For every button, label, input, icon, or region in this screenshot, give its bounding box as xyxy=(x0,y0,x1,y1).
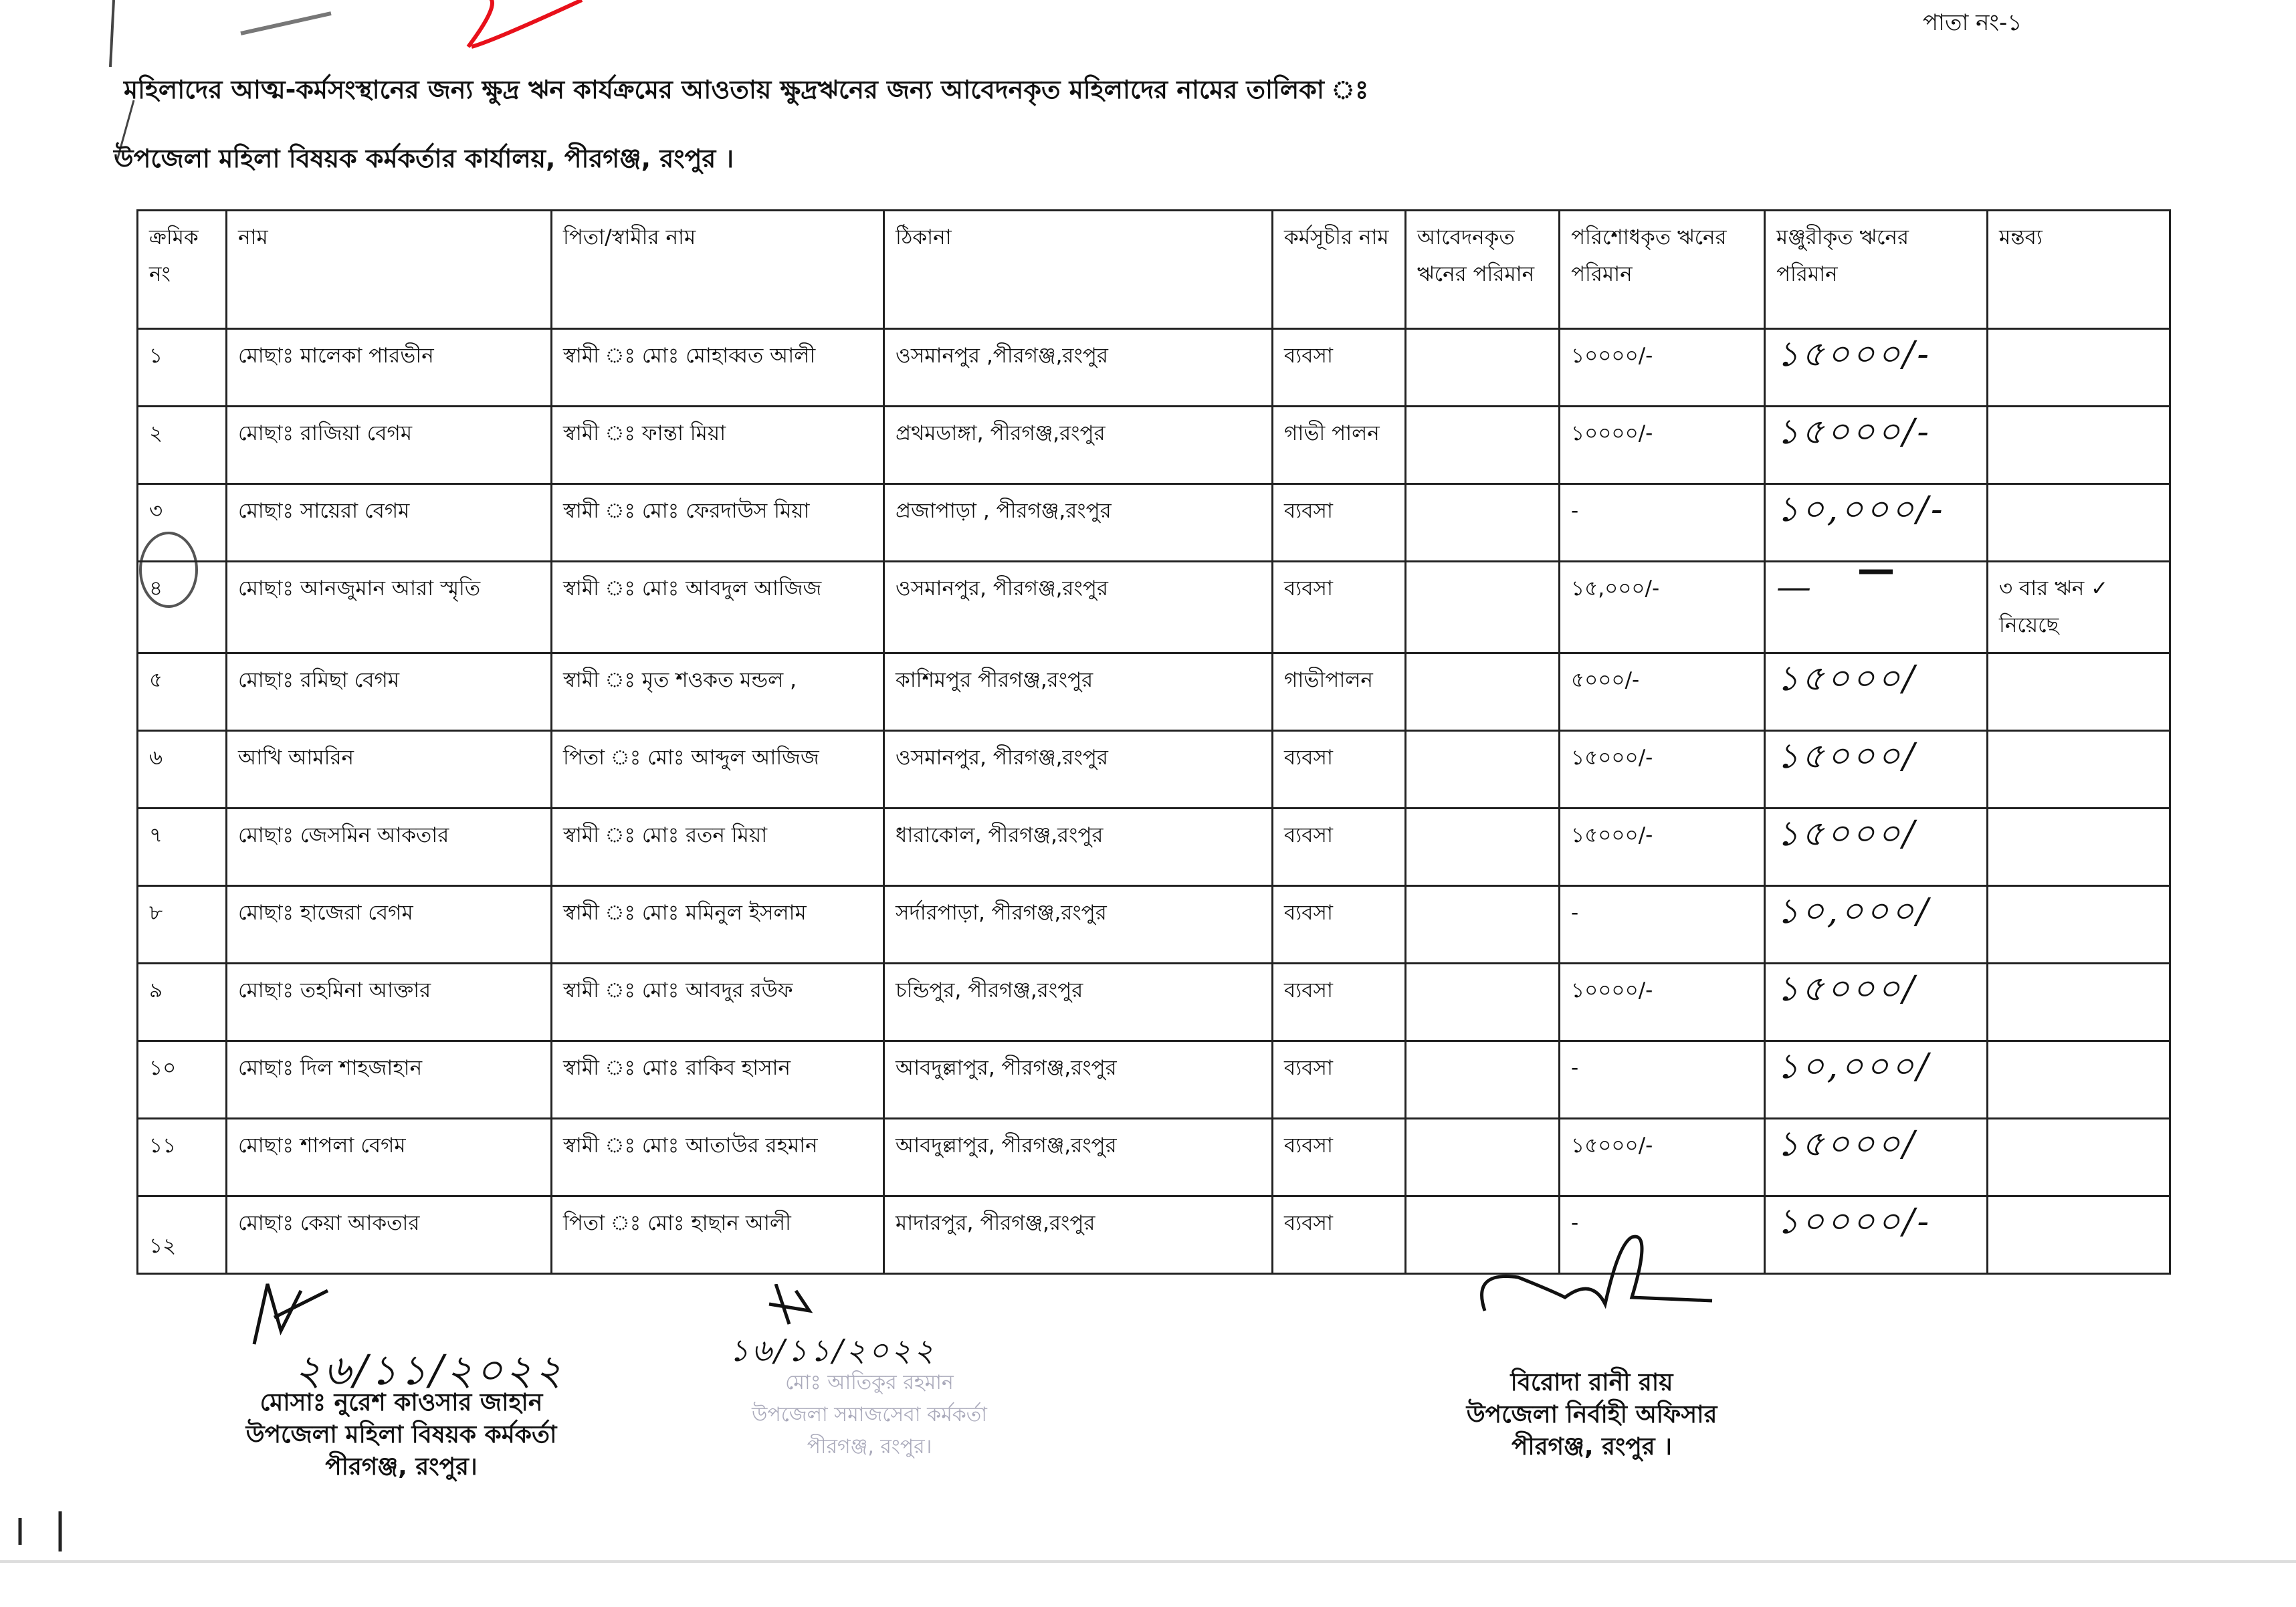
program-cell: ব্যবসা xyxy=(1273,484,1406,562)
name-cell: মোছাঃ কেয়া আকতার xyxy=(227,1196,552,1274)
address-cell: ধারাকোল, পীরগঞ্জ,রংপুর xyxy=(884,809,1273,886)
guardian-cell: স্বামী ঃ মোঃ আবদুল আজিজ xyxy=(552,562,884,653)
guardian-cell: পিতা ঃ মোঃ হাছান আলী xyxy=(552,1196,884,1274)
sanctioned-amount-cell: ১৫০০০/- xyxy=(1765,407,1988,484)
page-number: পাতা নং-১ xyxy=(1923,9,2022,36)
name-cell: মোছাঃ রাজিয়া বেগম xyxy=(227,407,552,484)
guardian-cell: স্বামী ঃ মৃত শওকত মন্ডল , xyxy=(552,653,884,731)
sanctioned-amount-cell: ১০,০০০/ xyxy=(1765,1041,1988,1119)
repaid-amount-cell: ১০০০০/- xyxy=(1560,964,1765,1041)
address-cell: কাশিমপুর পীরগঞ্জ,রংপুর xyxy=(884,653,1273,731)
signature-date: ১৬/১১/২০২২ xyxy=(729,1332,937,1368)
table-row xyxy=(138,809,2170,886)
program-cell: ব্যবসা xyxy=(1273,964,1406,1041)
table-row xyxy=(138,731,2170,809)
serial-cell: ১১ xyxy=(138,1119,227,1196)
document-title: মহিলাদের আত্ম-কর্মসংস্থানের জন্য ক্ষুদ্র ঋন কার্যক্রমের আওতায় ক্ষুদ্রঋনের জন্য আবেদনকৃত মহিলাদের নামের তালিকা ঃ xyxy=(124,75,1369,104)
office-subtitle: উপজেলা মহিলা বিষয়ক কর্মকর্তার কার্যালয়, পীরগঞ্জ, রংপুর । xyxy=(114,144,734,173)
serial-cell: ২ xyxy=(138,407,227,484)
signatory-place: পীরগঞ্জ, রংপুর। xyxy=(325,1453,478,1481)
applied-amount-cell xyxy=(1406,329,1560,407)
guardian-cell: স্বামী ঃ মোঃ আবদুর রউফ xyxy=(552,964,884,1041)
serial-cell: ৮ xyxy=(138,886,227,964)
handwritten-signature xyxy=(227,1271,361,1351)
remarks-cell: ৩ বার ঋন ✓ নিয়েছে xyxy=(1988,562,2170,653)
address-cell: মাদারপুর, পীরগঞ্জ,রংপুর xyxy=(884,1196,1273,1274)
handwritten-signature xyxy=(729,1284,863,1331)
program-cell: ব্যবসা xyxy=(1273,562,1406,653)
table-header-row xyxy=(138,211,2170,329)
table-row xyxy=(138,329,2170,407)
sanctioned-amount-cell: ১৫০০০/- xyxy=(1765,329,1988,407)
program-cell: ব্যবসা xyxy=(1273,886,1406,964)
address-cell: আবদুল্লাপুর, পীরগঞ্জ,রংপুর xyxy=(884,1119,1273,1196)
handwritten-signature xyxy=(1431,1230,1752,1331)
name-cell: মোছাঃ দিল শাহজাহান xyxy=(227,1041,552,1119)
serial-cell: ১২ xyxy=(138,1196,227,1274)
signatory-title: উপজেলা নির্বাহী অফিসার xyxy=(1466,1401,1717,1428)
program-cell: ব্যবসা xyxy=(1273,1119,1406,1196)
repaid-amount-cell: ১৫০০০/- xyxy=(1560,809,1765,886)
serial-cell: ৩ xyxy=(138,484,227,562)
applied-amount-cell xyxy=(1406,484,1560,562)
name-cell: মোছাঃ আনজুমান আরা স্মৃতি xyxy=(227,562,552,653)
repaid-amount-cell: - xyxy=(1560,484,1765,562)
sanctioned-amount-cell: ১৫০০০/ xyxy=(1765,964,1988,1041)
guardian-cell: স্বামী ঃ মোঃ রতন মিয়া xyxy=(552,809,884,886)
signatory-name: বিরোদা রানী রায় xyxy=(1510,1369,1673,1396)
name-cell: আখি আমরিন xyxy=(227,731,552,809)
program-cell: ব্যবসা xyxy=(1273,1041,1406,1119)
name-cell: মোছাঃ তহমিনা আক্তার xyxy=(227,964,552,1041)
repaid-amount-cell: - xyxy=(1560,1041,1765,1119)
serial-cell: ৪ xyxy=(138,562,227,653)
serial-cell: ৭ xyxy=(138,809,227,886)
repaid-amount-cell: ১৫০০০/- xyxy=(1560,731,1765,809)
column-header: পরিশোধকৃত ঋনের পরিমান xyxy=(1560,211,1765,329)
column-header: নাম xyxy=(227,211,552,329)
remarks-cell xyxy=(1988,653,2170,731)
signature-block-2 xyxy=(729,1284,1010,1463)
repaid-amount-cell: - xyxy=(1560,886,1765,964)
program-cell: ব্যবসা xyxy=(1273,329,1406,407)
applicant-table xyxy=(136,209,2171,1275)
column-header: মন্তব্য xyxy=(1988,211,2170,329)
guardian-cell: স্বামী ঃ মোঃ রাকিব হাসান xyxy=(552,1041,884,1119)
remarks-cell xyxy=(1988,484,2170,562)
column-header: কর্মসূচীর নাম xyxy=(1273,211,1406,329)
column-header: মঞ্জুরীকৃত ঋনের পরিমান xyxy=(1765,211,1988,329)
table-row xyxy=(138,1041,2170,1119)
column-header: ঠিকানা xyxy=(884,211,1273,329)
sanctioned-amount-cell: ১৫০০০/ xyxy=(1765,653,1988,731)
remarks-cell xyxy=(1988,1196,2170,1274)
sanctioned-amount-cell: ১৫০০০/ xyxy=(1765,809,1988,886)
repaid-amount-cell: - xyxy=(1560,1196,1765,1274)
program-cell: ব্যবসা xyxy=(1273,809,1406,886)
table-row xyxy=(138,407,2170,484)
serial-cell: ৬ xyxy=(138,731,227,809)
address-cell: ওসমানপুর ,পীরগঞ্জ,রংপুর xyxy=(884,329,1273,407)
repaid-amount-cell: ১৫,০০০/- xyxy=(1560,562,1765,653)
table-row xyxy=(138,484,2170,562)
applied-amount-cell xyxy=(1406,1119,1560,1196)
guardian-cell: পিতা ঃ মোঃ আব্দুল আজিজ xyxy=(552,731,884,809)
guardian-cell: স্বামী ঃ মোঃ মোহাব্বত আলী xyxy=(552,329,884,407)
applied-amount-cell xyxy=(1406,562,1560,653)
signatory-title: উপজেলা মহিলা বিষয়ক কর্মকর্তা xyxy=(245,1421,557,1449)
address-cell: চন্ডিপুর, পীরগঞ্জ,রংপুর xyxy=(884,964,1273,1041)
serial-cell: ১ xyxy=(138,329,227,407)
guardian-cell: স্বামী ঃ ফান্তা মিয়া xyxy=(552,407,884,484)
remarks-cell xyxy=(1988,1041,2170,1119)
remarks-cell xyxy=(1988,964,2170,1041)
name-cell: মোছাঃ রমিছা বেগম xyxy=(227,653,552,731)
table-row xyxy=(138,653,2170,731)
sanctioned-amount-cell: ১৫০০০/ xyxy=(1765,1119,1988,1196)
address-cell: প্রথমডাঙ্গা, পীরগঞ্জ,রংপুর xyxy=(884,407,1273,484)
program-cell: গাভী পালন xyxy=(1273,407,1406,484)
name-cell: মোছাঃ সায়েরা বেগম xyxy=(227,484,552,562)
table-row xyxy=(138,964,2170,1041)
signatory-place: পীরগঞ্জ, রংপুর। xyxy=(807,1435,932,1459)
serial-cell: ৯ xyxy=(138,964,227,1041)
table-row xyxy=(138,1119,2170,1196)
applied-amount-cell xyxy=(1406,731,1560,809)
table-row xyxy=(138,886,2170,964)
applied-amount-cell xyxy=(1406,809,1560,886)
address-cell: সর্দারপাড়া, পীরগঞ্জ,রংপুর xyxy=(884,886,1273,964)
column-header: ক্রমিক নং xyxy=(138,211,227,329)
sanctioned-amount-cell: ১০০০০/- xyxy=(1765,1196,1988,1274)
column-header: পিতা/স্বামীর নাম xyxy=(552,211,884,329)
repaid-amount-cell: ৫০০০/- xyxy=(1560,653,1765,731)
signatory-title: উপজেলা সমাজসেবা কর্মকর্তা xyxy=(752,1403,987,1426)
applied-amount-cell xyxy=(1406,964,1560,1041)
program-cell: গাভীপালন xyxy=(1273,653,1406,731)
remarks-cell xyxy=(1988,731,2170,809)
program-cell: ব্যবসা xyxy=(1273,1196,1406,1274)
address-cell: প্রজাপাড়া , পীরগঞ্জ,রংপুর xyxy=(884,484,1273,562)
signatory-name: মোসাঃ নুরেশ কাওসার জাহান xyxy=(259,1389,543,1416)
sanctioned-amount-cell: — xyxy=(1765,562,1988,653)
name-cell: মোছাঃ মালেকা পারভীন xyxy=(227,329,552,407)
applied-amount-cell xyxy=(1406,1041,1560,1119)
program-cell: ব্যবসা xyxy=(1273,731,1406,809)
name-cell: মোছাঃ হাজেরা বেগম xyxy=(227,886,552,964)
repaid-amount-cell: ১০০০০/- xyxy=(1560,407,1765,484)
applied-amount-cell xyxy=(1406,886,1560,964)
signature-block-3 xyxy=(1431,1230,1752,1463)
remarks-cell xyxy=(1988,809,2170,886)
remarks-cell xyxy=(1988,886,2170,964)
address-cell: ওসমানপুর, পীরগঞ্জ,রংপুর xyxy=(884,562,1273,653)
column-header: আবেদনকৃত ঋনের পরিমান xyxy=(1406,211,1560,329)
sanctioned-amount-cell: ১৫০০০/ xyxy=(1765,731,1988,809)
signatory-place: পীরগঞ্জ, রংপুর । xyxy=(1511,1433,1673,1461)
signature-block-1 xyxy=(227,1271,575,1483)
sanctioned-amount-cell: ১০,০০০/ xyxy=(1765,886,1988,964)
address-cell: আবদুল্লাপুর, পীরগঞ্জ,রংপুর xyxy=(884,1041,1273,1119)
signature-date: ২৬/১১/২০২২ xyxy=(294,1346,565,1394)
address-cell: ওসমানপুর, পীরগঞ্জ,রংপুর xyxy=(884,731,1273,809)
guardian-cell: স্বামী ঃ মোঃ ফেরদাউস মিয়া xyxy=(552,484,884,562)
guardian-cell: স্বামী ঃ মোঃ আতাউর রহমান xyxy=(552,1119,884,1196)
applied-amount-cell xyxy=(1406,653,1560,731)
serial-cell: ৫ xyxy=(138,653,227,731)
repaid-amount-cell: ১৫০০০/- xyxy=(1560,1119,1765,1196)
sanctioned-amount-cell: ১০,০০০/- xyxy=(1765,484,1988,562)
name-cell: মোছাঃ শাপলা বেগম xyxy=(227,1119,552,1196)
name-cell: মোছাঃ জেসমিন আকতার xyxy=(227,809,552,886)
remarks-cell xyxy=(1988,329,2170,407)
remarks-cell xyxy=(1988,1119,2170,1196)
applied-amount-cell xyxy=(1406,407,1560,484)
guardian-cell: স্বামী ঃ মোঃ মমিনুল ইসলাম xyxy=(552,886,884,964)
table-row xyxy=(138,1196,2170,1274)
table-row xyxy=(138,562,2170,653)
signatory-name: মোঃ আতিকুর রহমান xyxy=(785,1371,954,1394)
repaid-amount-cell: ১০০০০/- xyxy=(1560,329,1765,407)
serial-cell: ১০ xyxy=(138,1041,227,1119)
remarks-cell xyxy=(1988,407,2170,484)
